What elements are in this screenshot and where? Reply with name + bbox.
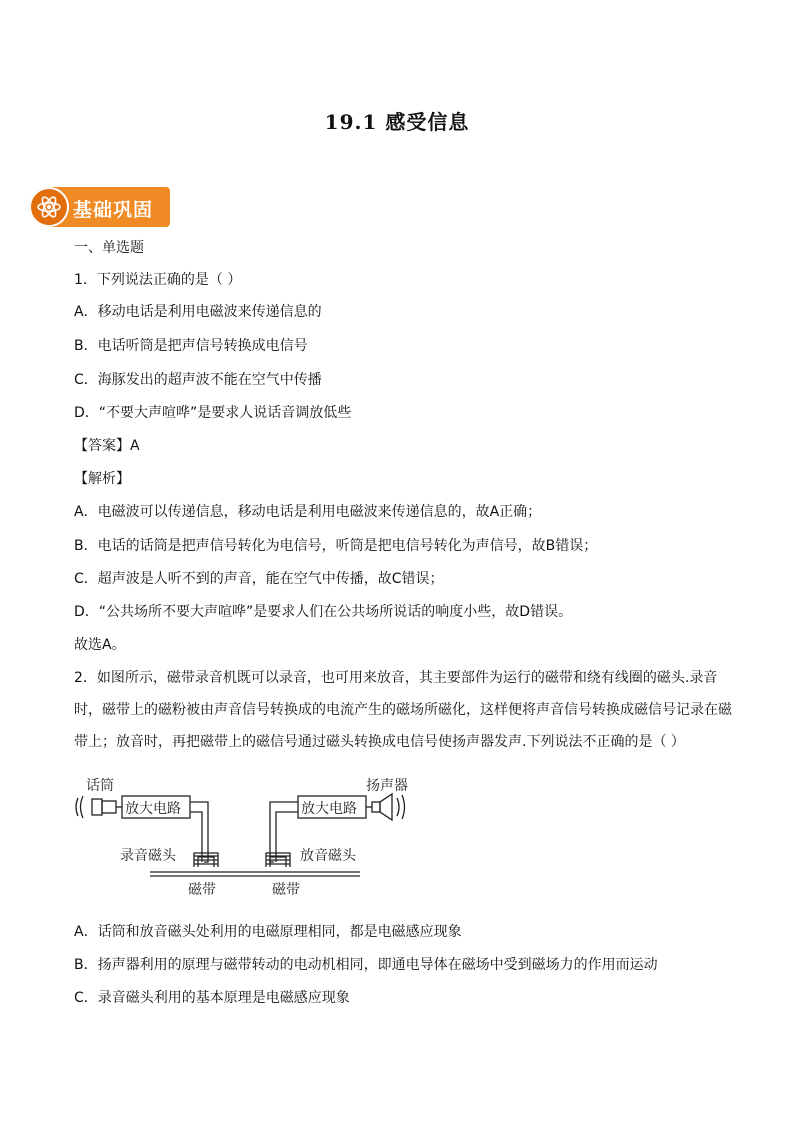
q1-analysis-a: A．电磁波可以传递信息，移动电话是利用电磁波来传递信息的，故A正确； (74, 504, 542, 520)
q1-analysis-b: B．电话的话筒是把声信号转化为电信号，听筒是把电信号转化为声信号，故B错误； (74, 538, 598, 554)
q1-option-b: B．电话听筒是把声信号转换成电信号 (74, 338, 308, 354)
q1-option-a: A．移动电话是利用电磁波来传递信息的 (74, 304, 322, 320)
record-head-label: 录音磁头 (120, 848, 176, 864)
q2-stem: 2．如图所示，磁带录音机既可以录音，也可用来放音，其主要部件为运行的磁带和绕有线圈的磁头.录音时，磁带上的磁粉被由声音信号转换成的电流产生的磁场所磁化，这样便将声音信号转换成磁信号记录在磁带上；放音时，再把磁带上的磁信号通过磁头转换成电信号使扬声器发声.下列说法不正确的是（ ） (74, 670, 732, 750)
q1-stem: 1．下列说法正确的是（ ） (74, 272, 242, 288)
playback-head-label: 放音磁头 (300, 848, 356, 864)
speaker-label: 扬声器 (366, 778, 408, 794)
amp-label-right: 放大电路 (301, 801, 357, 817)
q1-conclusion: 故选A。 (74, 637, 126, 653)
tape-label-left: 磁带 (188, 882, 216, 898)
q2-option-a: A．话筒和放音磁头处利用的电磁原理相同，都是电磁感应现象 (74, 924, 462, 940)
q2-option-b: B．扬声器利用的原理与磁带转动的电动机相同，即通电导体在磁场中受到磁场力的作用而运动 (74, 957, 658, 973)
section-badge (29, 187, 170, 227)
q2-option-c: C．录音磁头利用的基本原理是电磁感应现象 (74, 990, 350, 1006)
mic-label: 话筒 (86, 778, 114, 794)
tape-recorder-diagram (70, 772, 420, 902)
atom-icon (29, 187, 69, 227)
q1-answer: 【答案】A (74, 438, 140, 454)
q1-analysis-label: 【解析】 (74, 471, 130, 487)
section-heading: 一、单选题 (74, 240, 144, 256)
amp-label-left: 放大电路 (125, 801, 181, 817)
q1-option-d: D．“不要大声喧哗”是要求人说话音调放低些 (74, 405, 352, 421)
microphone-icon (92, 799, 102, 815)
section-badge-label: 基础巩固 (73, 199, 154, 221)
q1-analysis-d: D．“公共场所不要大声喧哗”是要求人们在公共场所说话的响度小些，故D错误。 (74, 604, 573, 620)
q1-option-c: C．海豚发出的超声波不能在空气中传播 (74, 372, 322, 388)
sound-wave-left (76, 798, 78, 816)
speaker-icon (372, 802, 380, 812)
page-title: 19.1 感受信息 (324, 110, 470, 134)
q1-analysis-c: C．超声波是人听不到的声音，能在空气中传播，故C错误； (74, 571, 444, 587)
tape-label-right: 磁带 (272, 882, 300, 898)
